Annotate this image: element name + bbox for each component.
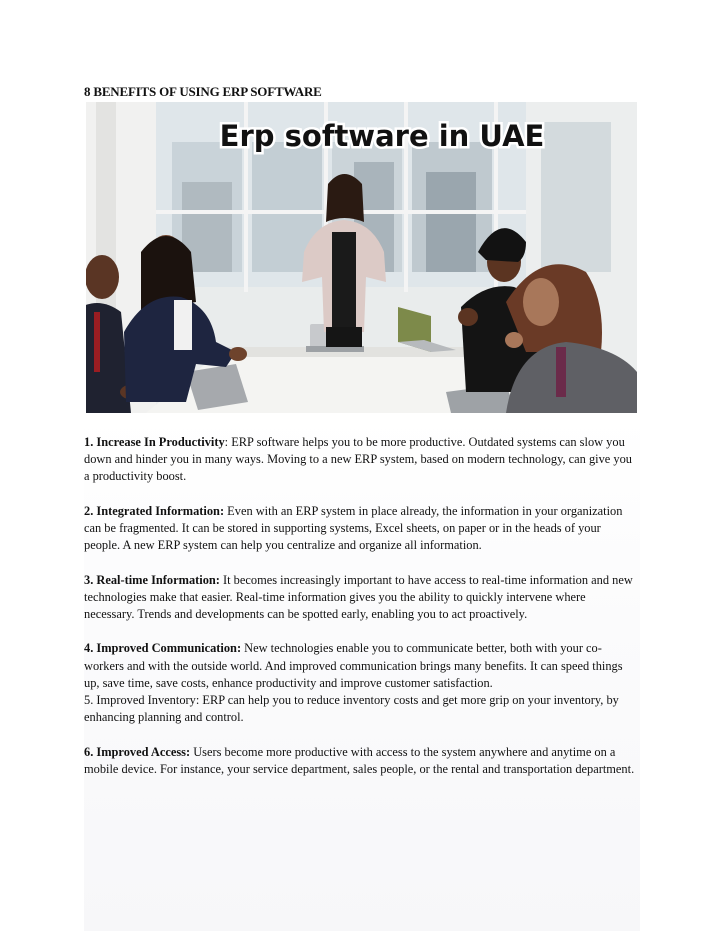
benefit-text-5: 5. Improved Inventory: ERP can help you to reduce inventory costs and get more grip on your inventory, by enhancing planning and control. xyxy=(84,693,619,725)
header-photo xyxy=(86,102,637,413)
benefit-paragraph-4 xyxy=(84,640,636,692)
benefit-paragraph-5 xyxy=(84,692,636,726)
article-body xyxy=(84,434,636,795)
benefit-paragraph-1: 1. Increase In Productivity: ERP software helps you to be more productive. Outdated systems can slow you down and hinder you in many ways. Moving to a new ERP system, based on modern technology, can give you a productivity boost. xyxy=(84,435,632,484)
benefit-title-2: 2. Integrated Information: xyxy=(84,503,225,518)
benefit-title-6: 6. Improved Access: xyxy=(84,744,191,759)
benefit-text-6: Users become more productive with access to the system anywhere and anytime on a mobile device. For instance, your service department, sales people, or the rental and transportation department. xyxy=(84,744,635,776)
document-heading: 8 BENEFITS OF USING ERP SOFTWARE xyxy=(84,84,322,99)
benefit-text-4: New technologies enable you to communicate better, both with your co-workers and with the outside world. And improved communication brings many benefits. It can speed things up, save time, save costs, enhance productivity and improve customer satisfaction. xyxy=(84,641,623,690)
benefit-title-3: 3. Real-time Information: xyxy=(84,572,220,587)
benefit-text-3: It becomes increasingly important to have access to real-time information and new technologies make that easier. Real-time information gives you the ability to quickly intervene where necessary. Trends and developments can be spotted early, enabling you to act proactively. xyxy=(84,572,633,621)
photo-caption: Erp software in UAE xyxy=(219,119,545,153)
benefit-text-1: ERP software helps you to be more productive. Outdated systems can slow you down and hinder you in many ways. Moving to a new ERP system, based on modern technology, can give you a productivity boost. xyxy=(84,435,632,484)
benefit-paragraph-3 xyxy=(84,572,636,624)
benefit-title-4: 4. Improved Communication: xyxy=(84,641,242,656)
benefit-title-1: 1. Increase In Productivity xyxy=(84,435,225,449)
benefit-paragraph-2 xyxy=(84,503,636,555)
benefit-text-2: Even with an ERP system in place already, the information in your organization can be fragmented. It can be stored in supporting systems, Excel sheets, on paper or in the heads of your people. A new ERP system can help you centralize and organize all information. xyxy=(84,503,623,553)
benefit-paragraph-6 xyxy=(84,744,636,778)
